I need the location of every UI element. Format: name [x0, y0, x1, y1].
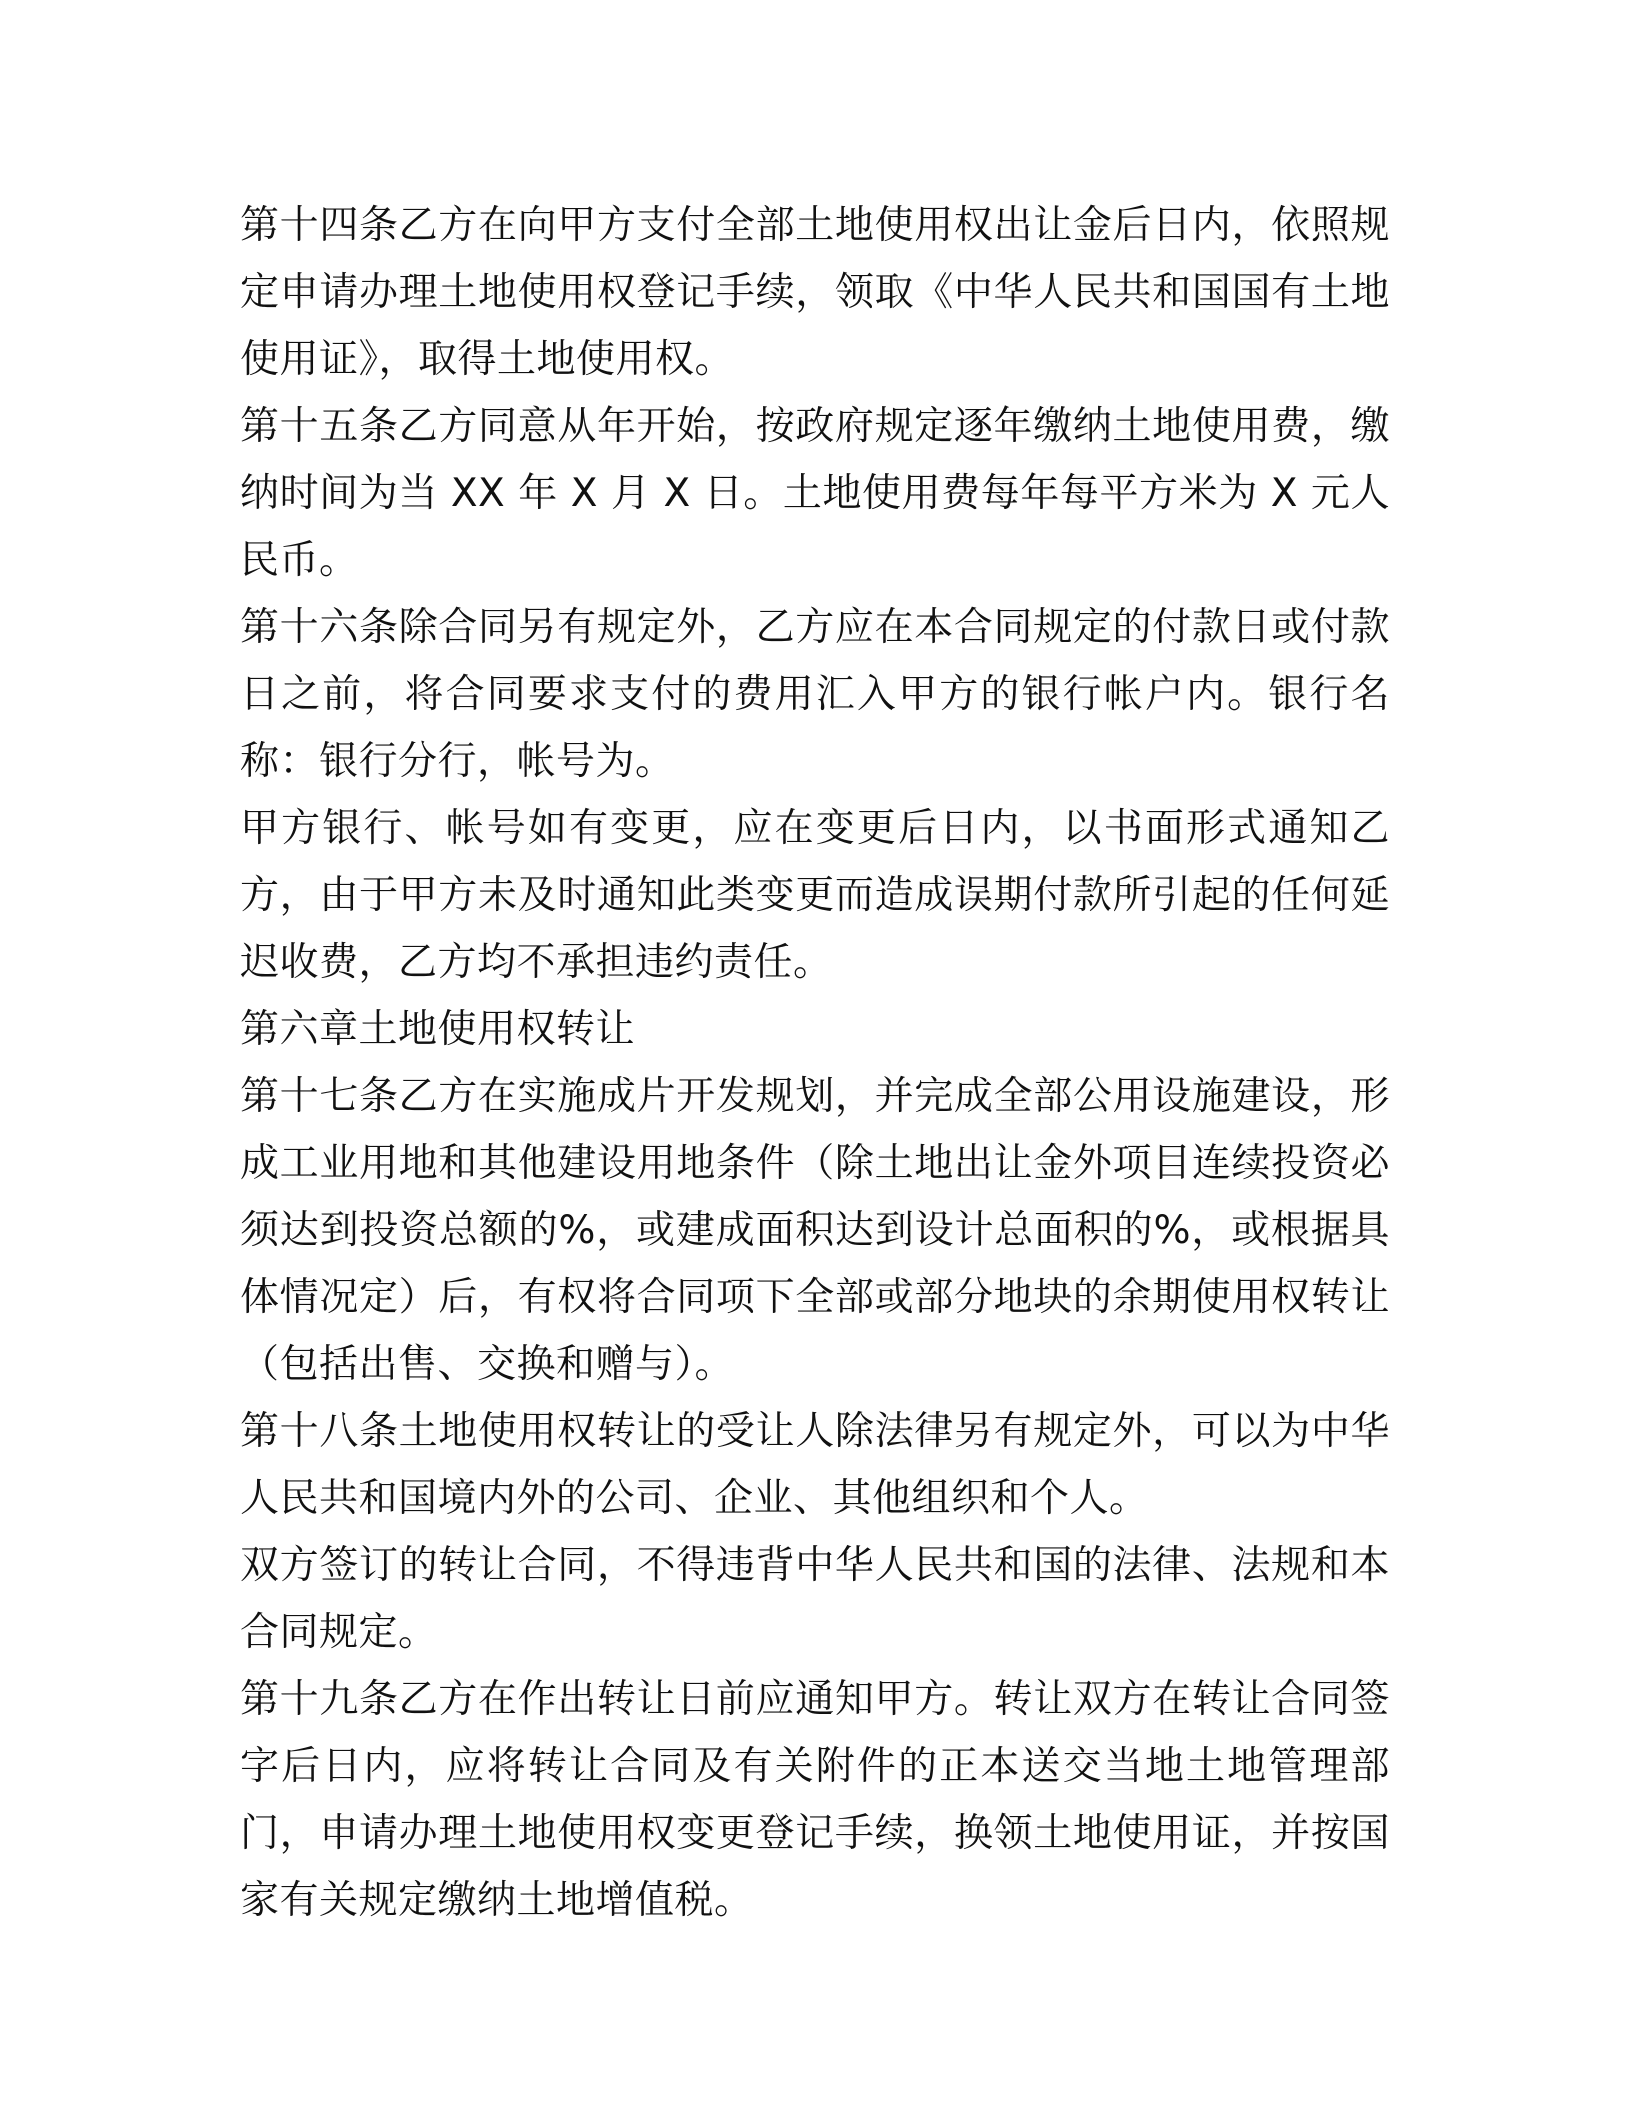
paragraph-article-18: 第十八条土地使用权转让的受让人除法律另有规定外，可以为中华人民共和国境内外的公司、企业、其他组织和个人。	[240, 1409, 1390, 1521]
paragraph-bank-change: 甲方银行、帐号如有变更，应在变更后日内，以书面形式通知乙方，由于甲方未及时通知此类变更而造成误期付款所引起的任何延迟收费，乙方均不承担违约责任。	[240, 806, 1390, 985]
paragraph-article-14: 第十四条乙方在向甲方支付全部土地使用权出让金后日内，依照规定申请办理土地使用权登记手续，领取《中华人民共和国国有土地使用证》，取得土地使用权。	[240, 203, 1390, 382]
document-body	[240, 192, 1390, 1934]
paragraph-transfer-contract: 双方签订的转让合同，不得违背中华人民共和国的法律、法规和本合同规定。	[240, 1543, 1390, 1655]
paragraph-article-17: 第十七条乙方在实施成片开发规划，并完成全部公用设施建设，形成工业用地和其他建设用地条件（除土地出让金外项目连续投资必须达到投资总额的%，或建成面积达到设计总面积的%，或根据具体情况定）后，有权将合同项下全部或部分地块的余期使用权转让（包括出售、交换和赠与）。	[240, 1074, 1390, 1387]
paragraph-article-16: 第十六条除合同另有规定外，乙方应在本合同规定的付款日或付款日之前，将合同要求支付的费用汇入甲方的银行帐户内。银行名称：银行分行，帐号为。	[240, 605, 1390, 784]
paragraph-article-15: 第十五条乙方同意从年开始，按政府规定逐年缴纳土地使用费，缴纳时间为当 XX 年 X 月 X 日。土地使用费每年每平方米为 X 元人民币。	[240, 404, 1390, 583]
chapter-heading: 第六章土地使用权转让	[240, 1007, 636, 1052]
paragraph-article-19: 第十九条乙方在作出转让日前应通知甲方。转让双方在转让合同签字后日内，应将转让合同及有关附件的正本送交当地土地管理部门，申请办理土地使用权变更登记手续，换领土地使用证，并按国家有关规定缴纳土地增值税。	[240, 1677, 1390, 1923]
